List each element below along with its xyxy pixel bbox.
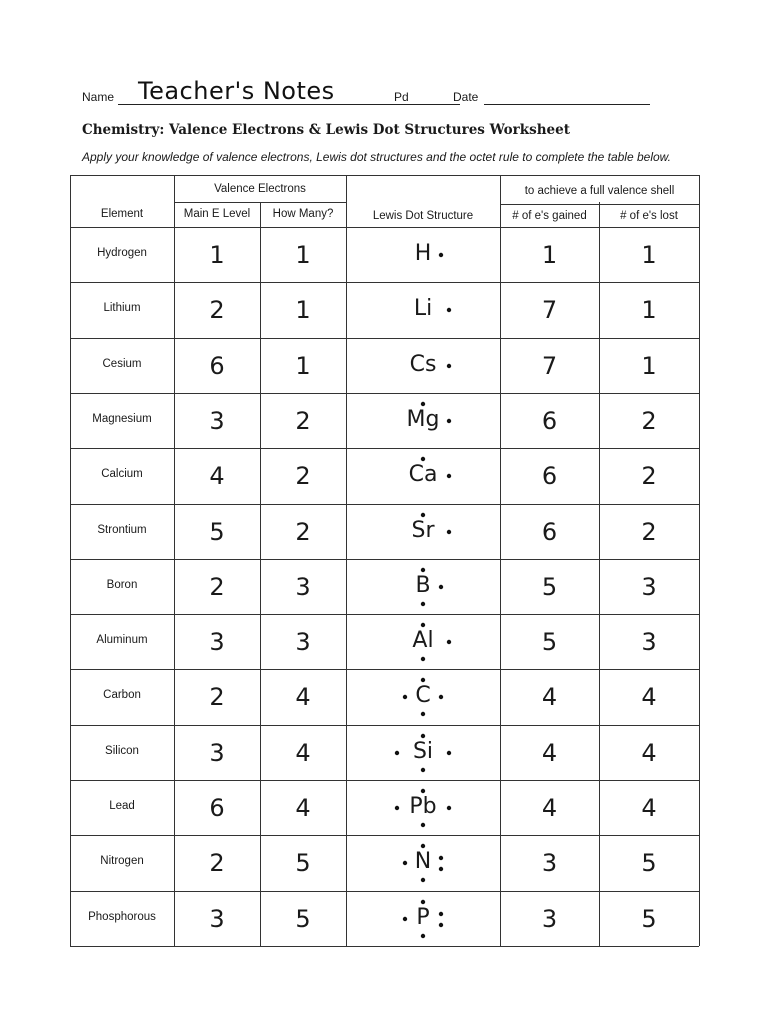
header-main-e-level: Main E Level [183,208,251,220]
element-name-cell: Lead [109,800,135,812]
main-e-level-cell: 2 [209,683,225,712]
electron-dot [421,899,425,903]
element-name-cell: Strontium [97,523,147,536]
how-many-cell: 5 [295,904,311,933]
lewis-dots [346,891,500,946]
how-many-cell: 1 [295,296,311,325]
main-e-level-cell: 3 [209,738,225,767]
electron-dot [439,911,443,915]
electron-dot [421,678,425,682]
header-lewis-dot-structure: Lewis Dot Structure [372,210,474,222]
electron-dot [421,512,425,516]
electron-dot [447,640,451,644]
element-name-cell: Boron [106,578,138,591]
electrons-gained-cell: 1 [541,241,558,269]
lewis-dots [346,282,500,337]
element-name-cell: Nitrogen [100,855,144,868]
lewis-dot-cell: Li [413,296,433,322]
main-e-level-cell: 2 [209,296,225,325]
electron-dot [421,457,425,461]
lewis-dots [346,780,500,835]
element-name-cell: Magnesium [92,412,152,425]
lewis-dot-cell: C [415,683,431,709]
electrons-lost-cell: 3 [641,628,657,657]
how-many-cell: 3 [295,572,311,601]
electrons-gained-cell: 5 [541,572,558,601]
electrons-lost-cell: 4 [641,794,657,822]
lewis-dot-cell: Ca [408,462,438,488]
lewis-dots [346,448,500,503]
electrons-gained-cell: 4 [541,683,558,712]
main-e-level-cell: 2 [209,572,225,601]
electron-dot [421,733,425,737]
valence-table [70,175,699,946]
electrons-gained-cell: 6 [541,517,558,546]
electron-dot [421,402,425,406]
lewis-dot-cell: Al [412,628,434,654]
electrons-gained-cell: 3 [541,849,558,878]
electrons-lost-cell: 3 [641,572,657,601]
table-col-line [699,175,700,946]
element-name-cell: Phosphorous [88,910,156,923]
how-many-cell: 5 [295,849,311,878]
main-e-level-cell: 3 [209,904,225,933]
electrons-lost-cell: 4 [641,738,657,767]
electrons-gained-cell: 7 [541,351,558,380]
how-many-cell: 2 [295,517,311,546]
lewis-dot-cell: Mg [406,406,440,432]
how-many-cell: 3 [295,628,311,657]
electron-dot [421,767,425,771]
table-subheader-line [500,204,699,205]
electrons-gained-cell: 7 [541,296,558,325]
lewis-dots [346,227,500,282]
electron-dot [421,823,425,827]
how-many-cell: 1 [295,241,311,269]
main-e-level-cell: 3 [209,628,225,657]
element-name-cell: Calcium [101,468,143,481]
lewis-dots [346,835,500,890]
electron-dot [439,585,443,589]
electrons-lost-cell: 1 [641,296,657,325]
electron-dot [439,253,443,257]
electrons-lost-cell: 1 [641,351,657,380]
lewis-dot-cell: Sr [411,517,435,543]
main-e-level-cell: 3 [209,406,225,435]
date-label: Date [453,90,479,104]
electron-dot [395,806,399,810]
how-many-cell: 1 [295,351,311,380]
electron-dot [439,856,443,860]
electron-dot [421,844,425,848]
header-electrons-gained: # of e's gained [512,210,587,222]
electrons-lost-cell: 2 [641,517,657,546]
electrons-gained-cell: 6 [541,406,558,435]
lewis-dot-cell: Si [412,738,434,764]
electron-dot [421,933,425,937]
electron-dot [421,712,425,716]
pd-label: Pd [394,90,409,104]
main-e-level-cell: 6 [209,794,225,822]
header-full-valence-shell: to achieve a full valence shell [524,185,675,197]
electron-dot [447,529,451,533]
electron-dot [395,750,399,754]
electron-dot [421,623,425,627]
electron-dot [447,806,451,810]
electron-dot [439,695,443,699]
lewis-dots [346,338,500,393]
lewis-dot-cell: P [416,904,430,930]
how-many-cell: 4 [295,794,311,822]
lewis-dots [346,504,500,559]
element-name-cell: Cesium [102,357,142,370]
how-many-cell: 4 [295,738,311,767]
pd-line [416,104,440,105]
lewis-dots [346,725,500,780]
electron-dot [421,789,425,793]
main-e-level-cell: 2 [209,849,225,878]
electron-dot [447,363,451,367]
lewis-dots [346,393,500,448]
electron-dot [403,695,407,699]
element-name-cell: Silicon [105,744,139,757]
main-e-level-cell: 6 [209,351,225,380]
electrons-gained-cell: 3 [541,904,558,933]
header-how-many: How Many? [272,208,334,220]
header-element: Element [100,208,144,220]
electron-dot [447,474,451,478]
lewis-dots [346,559,500,614]
electron-dot [403,861,407,865]
electron-dot [447,308,451,312]
worksheet-title: Chemistry: Valence Electrons & Lewis Dot Structures Worksheet [82,122,570,138]
electron-dot [421,878,425,882]
electron-dot [421,568,425,572]
electrons-gained-cell: 4 [541,794,558,822]
electrons-gained-cell: 4 [541,738,558,767]
main-e-level-cell: 1 [209,241,225,269]
element-name-cell: Lithium [103,302,141,315]
lewis-dot-cell: Pb [409,794,437,819]
electron-dot [447,419,451,423]
date-line [484,104,650,105]
electron-dot [439,867,443,871]
electron-dot [421,657,425,661]
name-row [82,78,662,108]
lewis-dot-cell: B [415,572,431,598]
lewis-dot-cell: N [414,849,432,875]
electrons-lost-cell: 2 [641,462,657,491]
lewis-dot-cell: H [414,241,432,266]
electrons-lost-cell: 5 [641,849,657,878]
electrons-lost-cell: 5 [641,904,657,933]
electrons-gained-cell: 6 [541,462,558,491]
table-border-top [70,175,699,176]
header-electrons-lost: # of e's lost [620,210,678,222]
element-name-cell: Carbon [103,689,141,702]
lewis-dots [346,669,500,724]
electron-dot [447,750,451,754]
electron-dot [439,922,443,926]
how-many-cell: 2 [295,406,311,435]
lewis-dots [346,614,500,669]
table-border-bottom [70,946,699,947]
element-name-cell: Hydrogen [97,247,147,259]
electrons-lost-cell: 1 [641,241,657,269]
lewis-dot-cell: Cs [409,351,437,377]
name-label: Name [82,90,115,104]
main-e-level-cell: 5 [209,517,225,546]
element-name-cell: Aluminum [96,634,148,647]
how-many-cell: 4 [295,683,311,712]
main-e-level-cell: 4 [209,462,225,491]
header-valence-electrons: Valence Electrons [214,183,306,195]
electrons-lost-cell: 2 [641,406,657,435]
electron-dot [403,916,407,920]
how-many-cell: 2 [295,462,311,491]
electrons-gained-cell: 5 [541,628,558,657]
electrons-lost-cell: 4 [641,683,657,712]
name-value: Teacher's Notes [138,77,335,105]
table-subheader-line [174,202,346,203]
instructions: Apply your knowledge of valence electrons, Lewis dot structures and the octet rule to complete the table below. [82,150,672,164]
electron-dot [421,602,425,606]
